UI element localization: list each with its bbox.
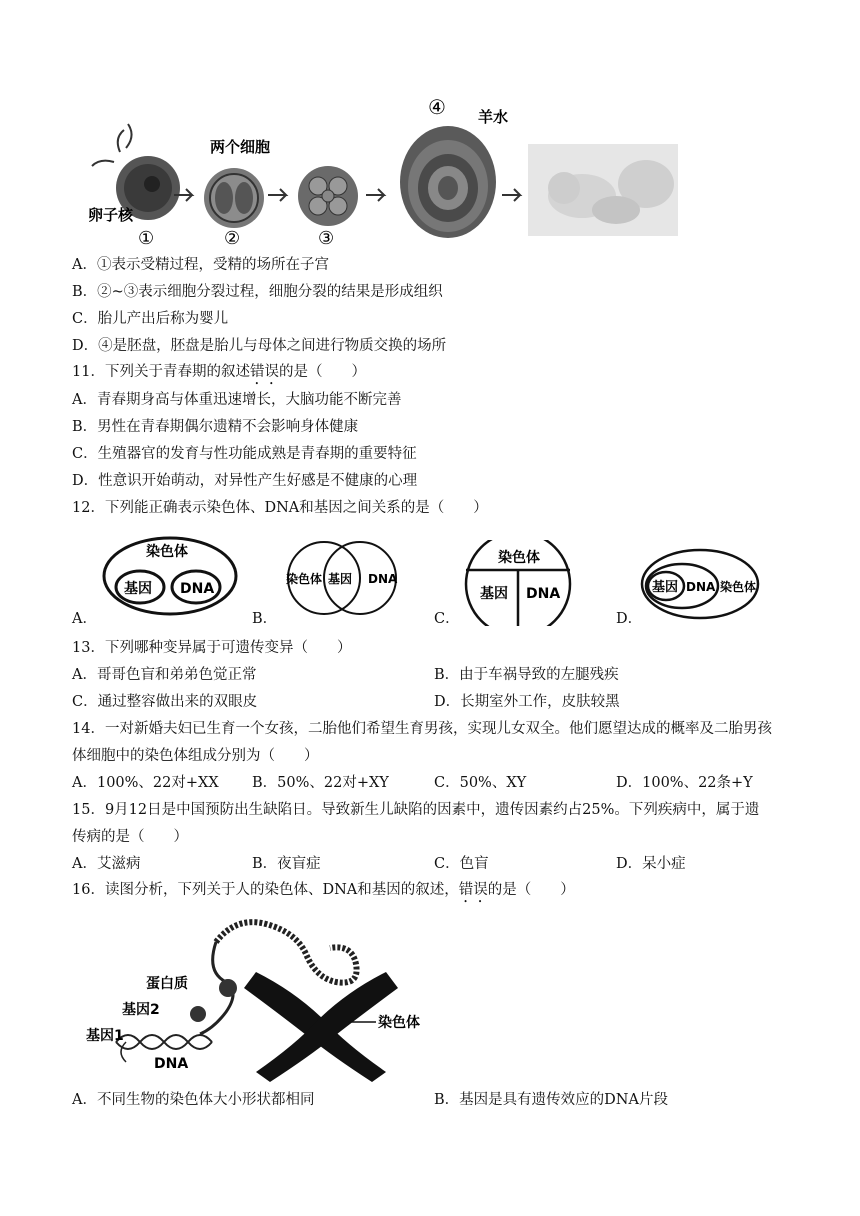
q14-option-a[interactable]: A．100%、22对+XX: [72, 775, 219, 791]
protein-label: 蛋白质: [146, 976, 188, 992]
chromosome-dna-figure: [76, 912, 456, 1082]
q14-option-c[interactable]: C．50%、XY: [434, 775, 527, 791]
q12-option-b[interactable]: B．: [252, 611, 278, 627]
q14-stem-line1: 14．一对新婚夫妇已生育一个女孩，二胎他们希望生育男孩，实现儿女双全。他们愿望达成的概率及二胎男孩: [72, 721, 772, 737]
multi-cell-image: [298, 166, 358, 226]
q11-option-c[interactable]: C．生殖器官的发育与性功能成熟是青春期的重要特征: [72, 446, 417, 462]
gene2-label: 基因2: [122, 1002, 160, 1018]
q14-option-b[interactable]: B．50%、22对+XY: [252, 775, 389, 791]
q10-option-a[interactable]: A．①表示受精过程，受精的场所在子宫: [72, 257, 329, 273]
q12b-dna-label: DNA: [368, 572, 398, 586]
q13-option-b[interactable]: B．由于车祸导致的左腿残疾: [434, 667, 619, 683]
q15-option-a[interactable]: A．艾滋病: [72, 856, 141, 872]
q12d-dna-label: DNA: [686, 580, 716, 594]
q15-stem-line1: 15．9月12日是中国预防出生缺陷日。导致新生儿缺陷的因素中，遗传因素约占25%。下列疾病中，属于遗: [72, 802, 760, 818]
q11-emphasis: 错误: [249, 364, 279, 380]
q13-option-c[interactable]: C．通过整容做出来的双眼皮: [72, 694, 258, 710]
marker-4: ④: [428, 95, 446, 119]
q12c-dna-label: DNA: [526, 586, 561, 602]
x-chromosome-image: [244, 972, 398, 1082]
two-cell-image: [204, 168, 264, 228]
arrow-icon: [366, 189, 384, 201]
q12-option-a[interactable]: A．: [72, 611, 97, 627]
q12-option-d[interactable]: D．: [616, 611, 643, 627]
q15-option-b[interactable]: B．夜盲症: [252, 856, 321, 872]
q12-diagram-c: [460, 540, 580, 626]
q12-diagram-d: [640, 546, 764, 622]
q12-option-c[interactable]: C．: [434, 611, 460, 627]
q12a-dna-label: DNA: [180, 581, 215, 597]
q13-option-a[interactable]: A．哥哥色盲和弟弟色觉正常: [72, 667, 257, 683]
q12b-gene-label: 基因: [328, 572, 353, 586]
q11-stem: 11．下列关于青春期的叙述错误的是（ ）: [72, 364, 366, 380]
marker-3: ③: [318, 228, 335, 249]
chromosome-label: 染色体: [378, 1015, 420, 1031]
q16-option-b[interactable]: B．基因是具有遗传效应的DNA片段: [434, 1092, 668, 1108]
q12-diagram-a: [100, 532, 240, 618]
q12a-gene-label: 基因: [124, 581, 152, 597]
q10-option-c[interactable]: C．胎儿产出后称为婴儿: [72, 311, 229, 327]
q13-option-d[interactable]: D．长期室外工作，皮肤较黑: [434, 694, 620, 710]
egg-nucleus-label: 卵子核: [88, 206, 134, 224]
q11-option-d[interactable]: D．性意识开始萌动，对异性产生好感是不健康的心理: [72, 473, 418, 489]
two-cells-label: 两个细胞: [210, 138, 271, 156]
q12d-gene-label: 基因: [652, 580, 679, 595]
q10-option-d[interactable]: D．④是胚盘，胚盘是胎儿与母体之间进行物质交换的场所: [72, 338, 447, 354]
q16-option-a[interactable]: A．不同生物的染色体大小形状都相同: [72, 1092, 315, 1108]
q12b-chromosome-label: 染色体: [286, 572, 323, 586]
arrow-icon: [502, 189, 520, 201]
marker-1: ①: [138, 228, 155, 249]
q16-emphasis: 错误: [458, 882, 488, 898]
q12c-chromosome-label: 染色体: [498, 550, 540, 566]
q12c-gene-label: 基因: [480, 586, 508, 602]
amniotic-fluid-label: 羊水: [478, 108, 509, 126]
fertilization-development-figure: [86, 92, 686, 254]
q13-stem: 13．下列哪种变异属于可遗传变异（ ）: [72, 640, 352, 656]
q15-option-d[interactable]: D．呆小症: [616, 856, 686, 872]
q11-option-b[interactable]: B．男性在青春期偶尔遗精不会影响身体健康: [72, 419, 359, 435]
q14-option-d[interactable]: D．100%、22条+Y: [616, 775, 753, 791]
q15-option-c[interactable]: C．色盲: [434, 856, 489, 872]
q12-diagram-b: [282, 538, 402, 618]
baby-image: [528, 144, 678, 236]
dna-label: DNA: [154, 1056, 189, 1072]
gene1-label: 基因1: [86, 1028, 124, 1044]
arrow-icon: [268, 189, 286, 201]
q14-stem-line2: 体细胞中的染色体组成分别为（ ）: [72, 748, 319, 764]
q16-stem: 16．读图分析，下列关于人的染色体、DNA和基因的叙述，错误的是（ ）: [72, 882, 575, 898]
q10-option-b[interactable]: B．②~③表示细胞分裂过程，细胞分裂的结果是形成组织: [72, 284, 443, 300]
embryo-image: [400, 126, 496, 238]
q12a-chromosome-label: 染色体: [146, 544, 188, 560]
q12-stem: 12．下列能正确表示染色体、DNA和基因之间关系的是（ ）: [72, 500, 488, 516]
marker-2: ②: [224, 228, 241, 249]
q15-stem-line2: 传病的是（ ）: [72, 829, 188, 845]
q12d-chromosome-label: 染色体: [720, 580, 757, 594]
q11-option-a[interactable]: A．青春期身高与体重迅速增长，大脑功能不断完善: [72, 392, 402, 408]
